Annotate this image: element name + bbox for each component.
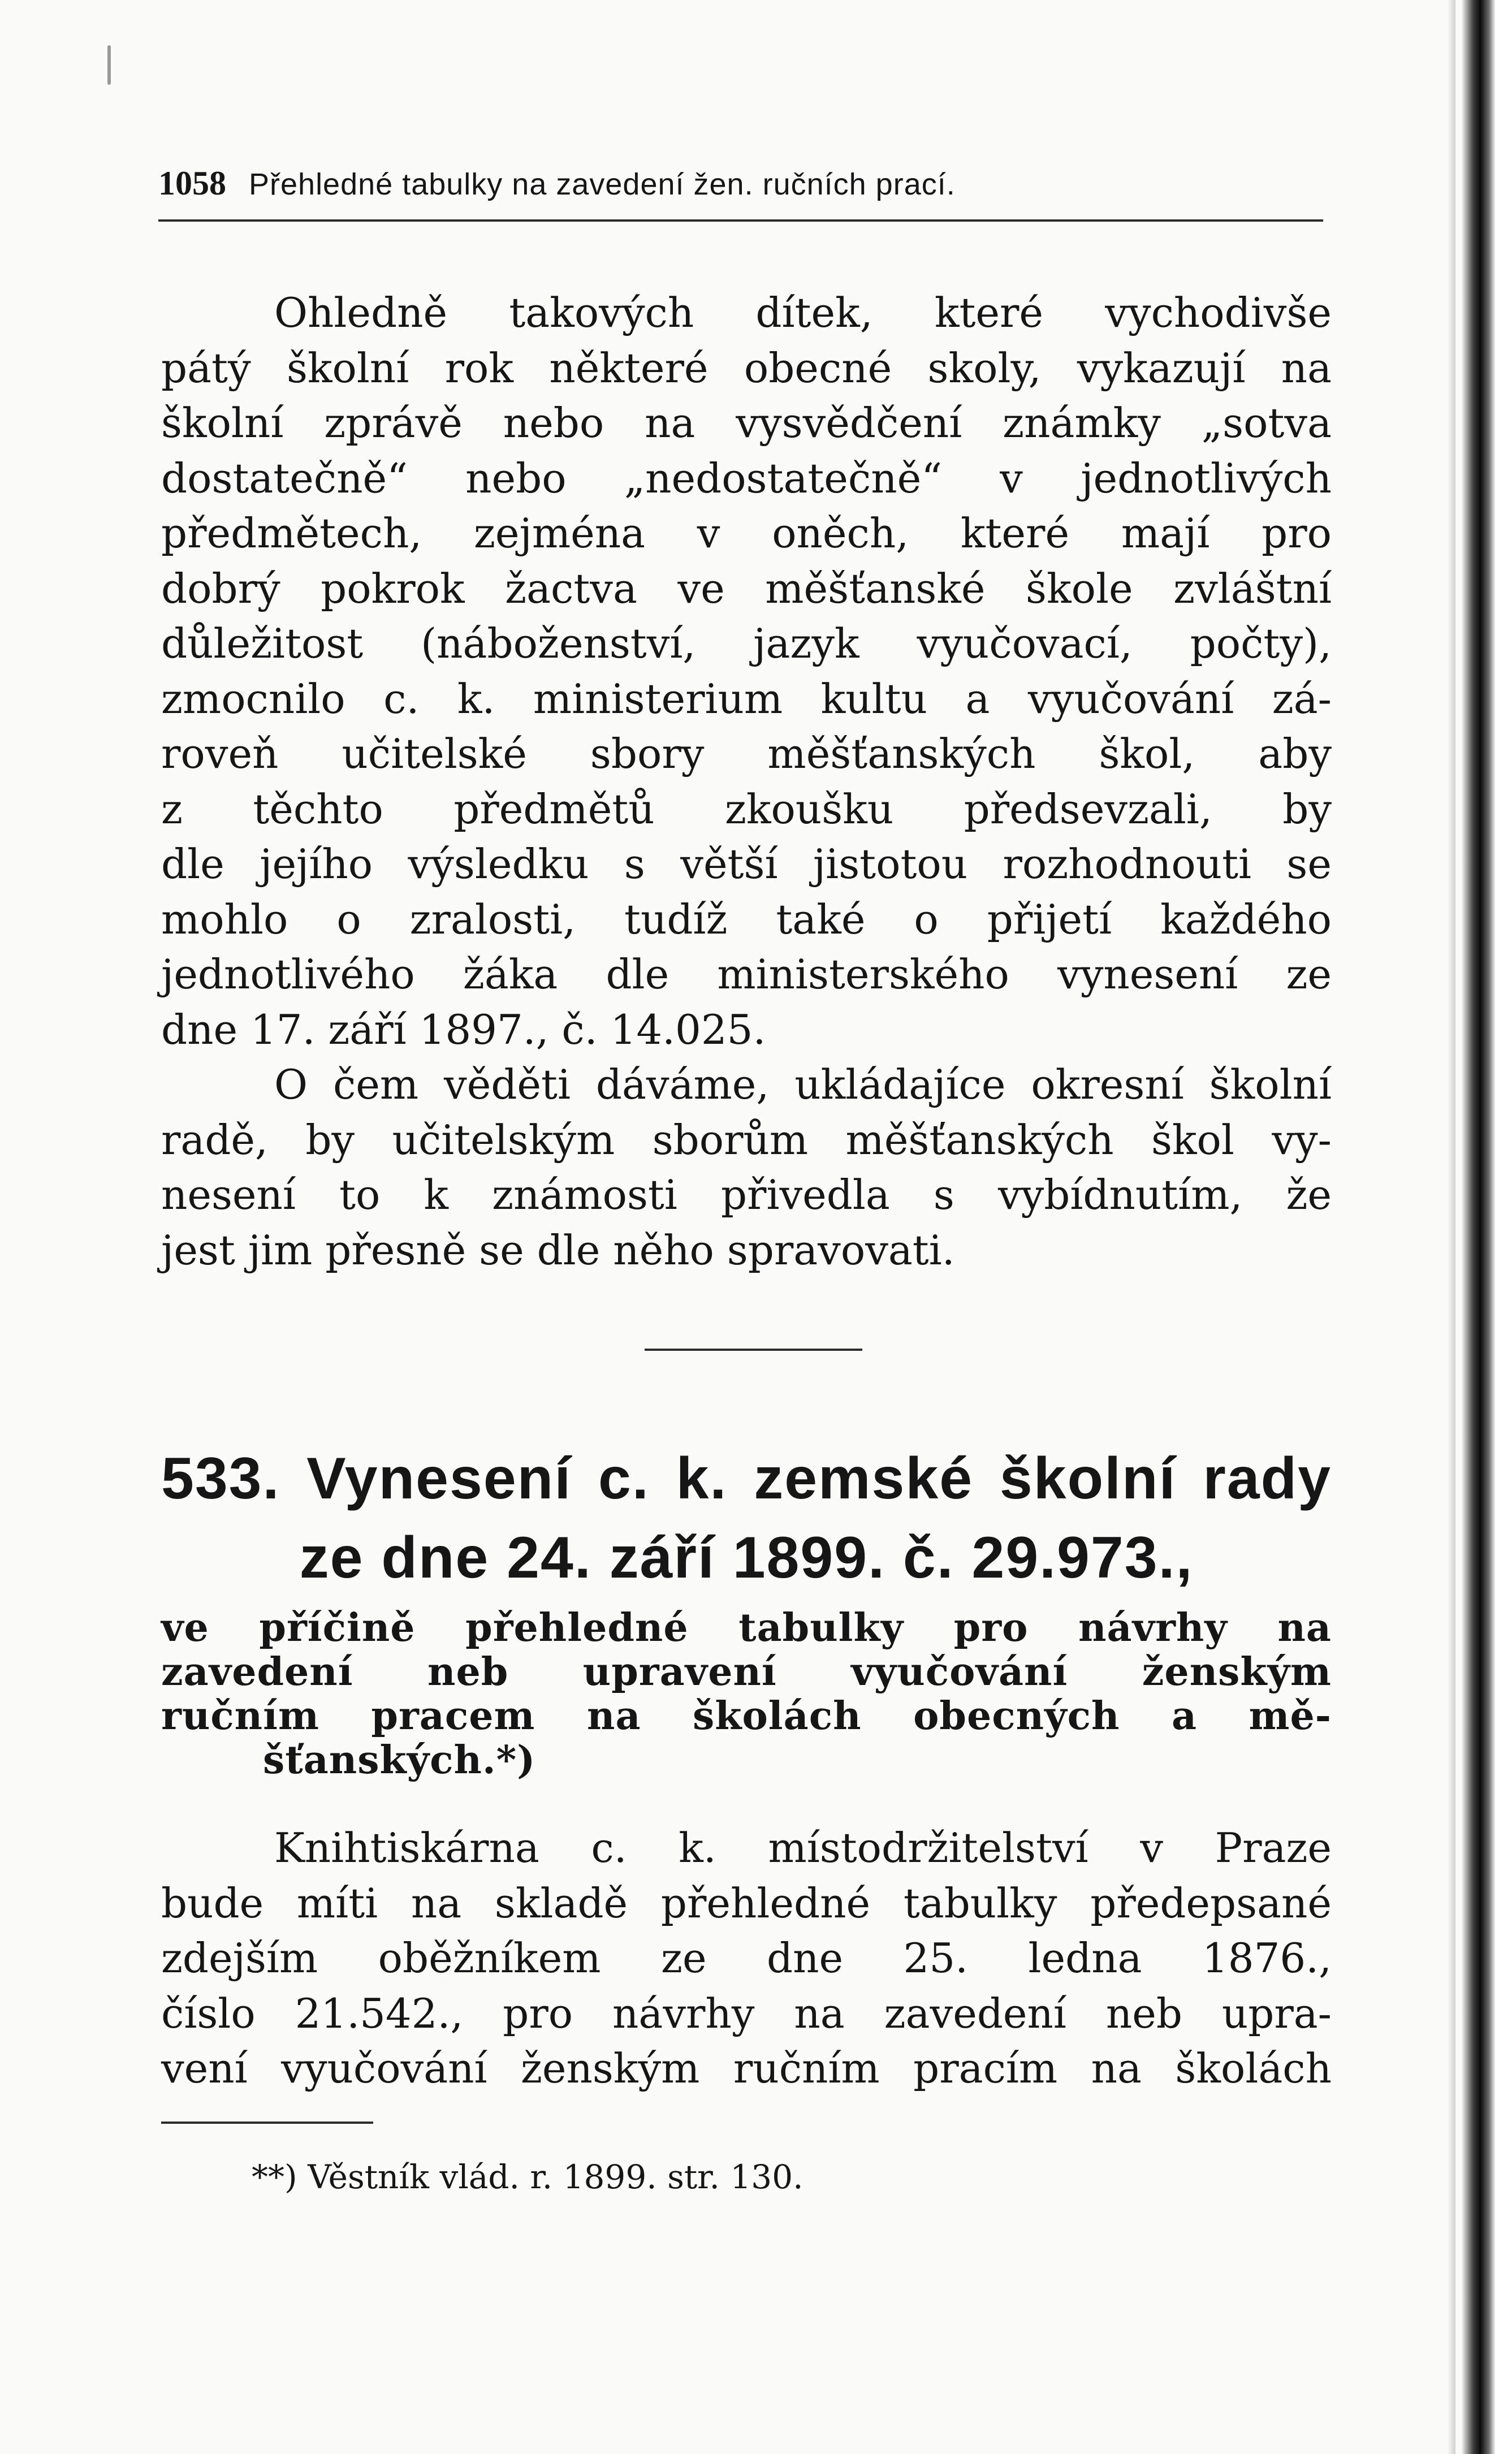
scan-mark — [107, 45, 111, 85]
text-line: pátý školní rok některé obecné skoly, vykazují na — [161, 344, 1332, 392]
text-line: O čem věděti dáváme, ukládajíce okresní školní — [274, 1061, 1332, 1108]
subheading-line: šťanských.*) — [263, 1738, 536, 1783]
text-line: radě, by učitelským sborům měšťanských škol vy- — [161, 1116, 1332, 1164]
text-line: roveň učitelské sbory měšťanských škol, aby — [161, 730, 1332, 777]
page-gutter — [1448, 0, 1455, 2454]
section-subheading — [161, 1606, 1332, 1782]
page-edge-shadow — [1462, 0, 1496, 2454]
text-line: Knihtiskárna c. k. místodržitelství v Praze — [274, 1824, 1332, 1872]
subheading-line: ve příčině přehledné tabulky pro návrhy na — [161, 1605, 1332, 1651]
text-line: vení vyučování ženským ručním pracím na školách — [161, 2045, 1332, 2092]
text-line: dne 17. září 1897., č. 14.025. — [161, 1005, 766, 1053]
text-line: bude míti na skladě přehledné tabulky předepsané — [161, 1879, 1332, 1927]
text-line: důležitost (náboženství, jazyk vyučovací, počty), — [161, 620, 1332, 667]
page-number: 1058 — [158, 165, 226, 202]
text-line: jest jim přesně se dle něho spravovati. — [161, 1226, 955, 1274]
header-rule — [158, 219, 1323, 222]
text-line: školní zprávě nebo na vysvědčení známky „sotva — [161, 399, 1332, 447]
footnote: **) Věstník vlád. r. 1899. str. 130. — [252, 2158, 803, 2196]
section-separator — [645, 1349, 862, 1351]
text-line: nesení to k známosti přivedla s vybídnutím, že — [161, 1171, 1332, 1219]
subheading-line: ručním pracem na školách obecných a mě- — [161, 1693, 1332, 1739]
text-line: mohlo o zralosti, tudíž také o přijetí každého — [161, 895, 1332, 943]
text-line: zmocnilo c. k. ministerium kultu a vyučování zá- — [161, 675, 1332, 723]
body-text-2 — [161, 1821, 1332, 2097]
running-header — [158, 164, 1323, 203]
text-line: jednotlivého žáka dle ministerského vynesení ze — [161, 951, 1332, 998]
heading-line: ze dne 24. září 1899. č. 29.973., — [299, 1525, 1194, 1591]
text-line: z těchto předmětů zkoušku předsevzali, by — [161, 785, 1332, 833]
text-line: dostatečně“ nebo „nedostatečně“ v jednotlivých — [161, 454, 1332, 502]
running-title: Přehledné tabulky na zavedení žen. ručních prací. — [249, 167, 956, 201]
text-line: číslo 21.542., pro návrhy na zavedení neb upra- — [161, 1989, 1332, 2037]
body-text-1 — [161, 286, 1332, 1278]
heading-line: 533. Vynesení c. k. zemské školní rady — [161, 1446, 1332, 1511]
section-heading — [161, 1439, 1332, 1597]
footnote-rule — [161, 2122, 373, 2124]
text-line: dle jejího výsledku s větší jistotou rozhodnouti se — [161, 840, 1332, 888]
subheading-line: zavedení neb upravení vyučování ženským — [161, 1649, 1332, 1695]
text-line: dobrý pokrok žactva ve měšťanské škole zvláštní — [161, 564, 1332, 612]
text-line: Ohledně takových dítek, které vychodivše — [274, 289, 1332, 336]
text-line: zdejším oběžníkem ze dne 25. ledna 1876., — [161, 1934, 1332, 1982]
text-line: předmětech, zejména v oněch, které mají pro — [161, 509, 1332, 557]
